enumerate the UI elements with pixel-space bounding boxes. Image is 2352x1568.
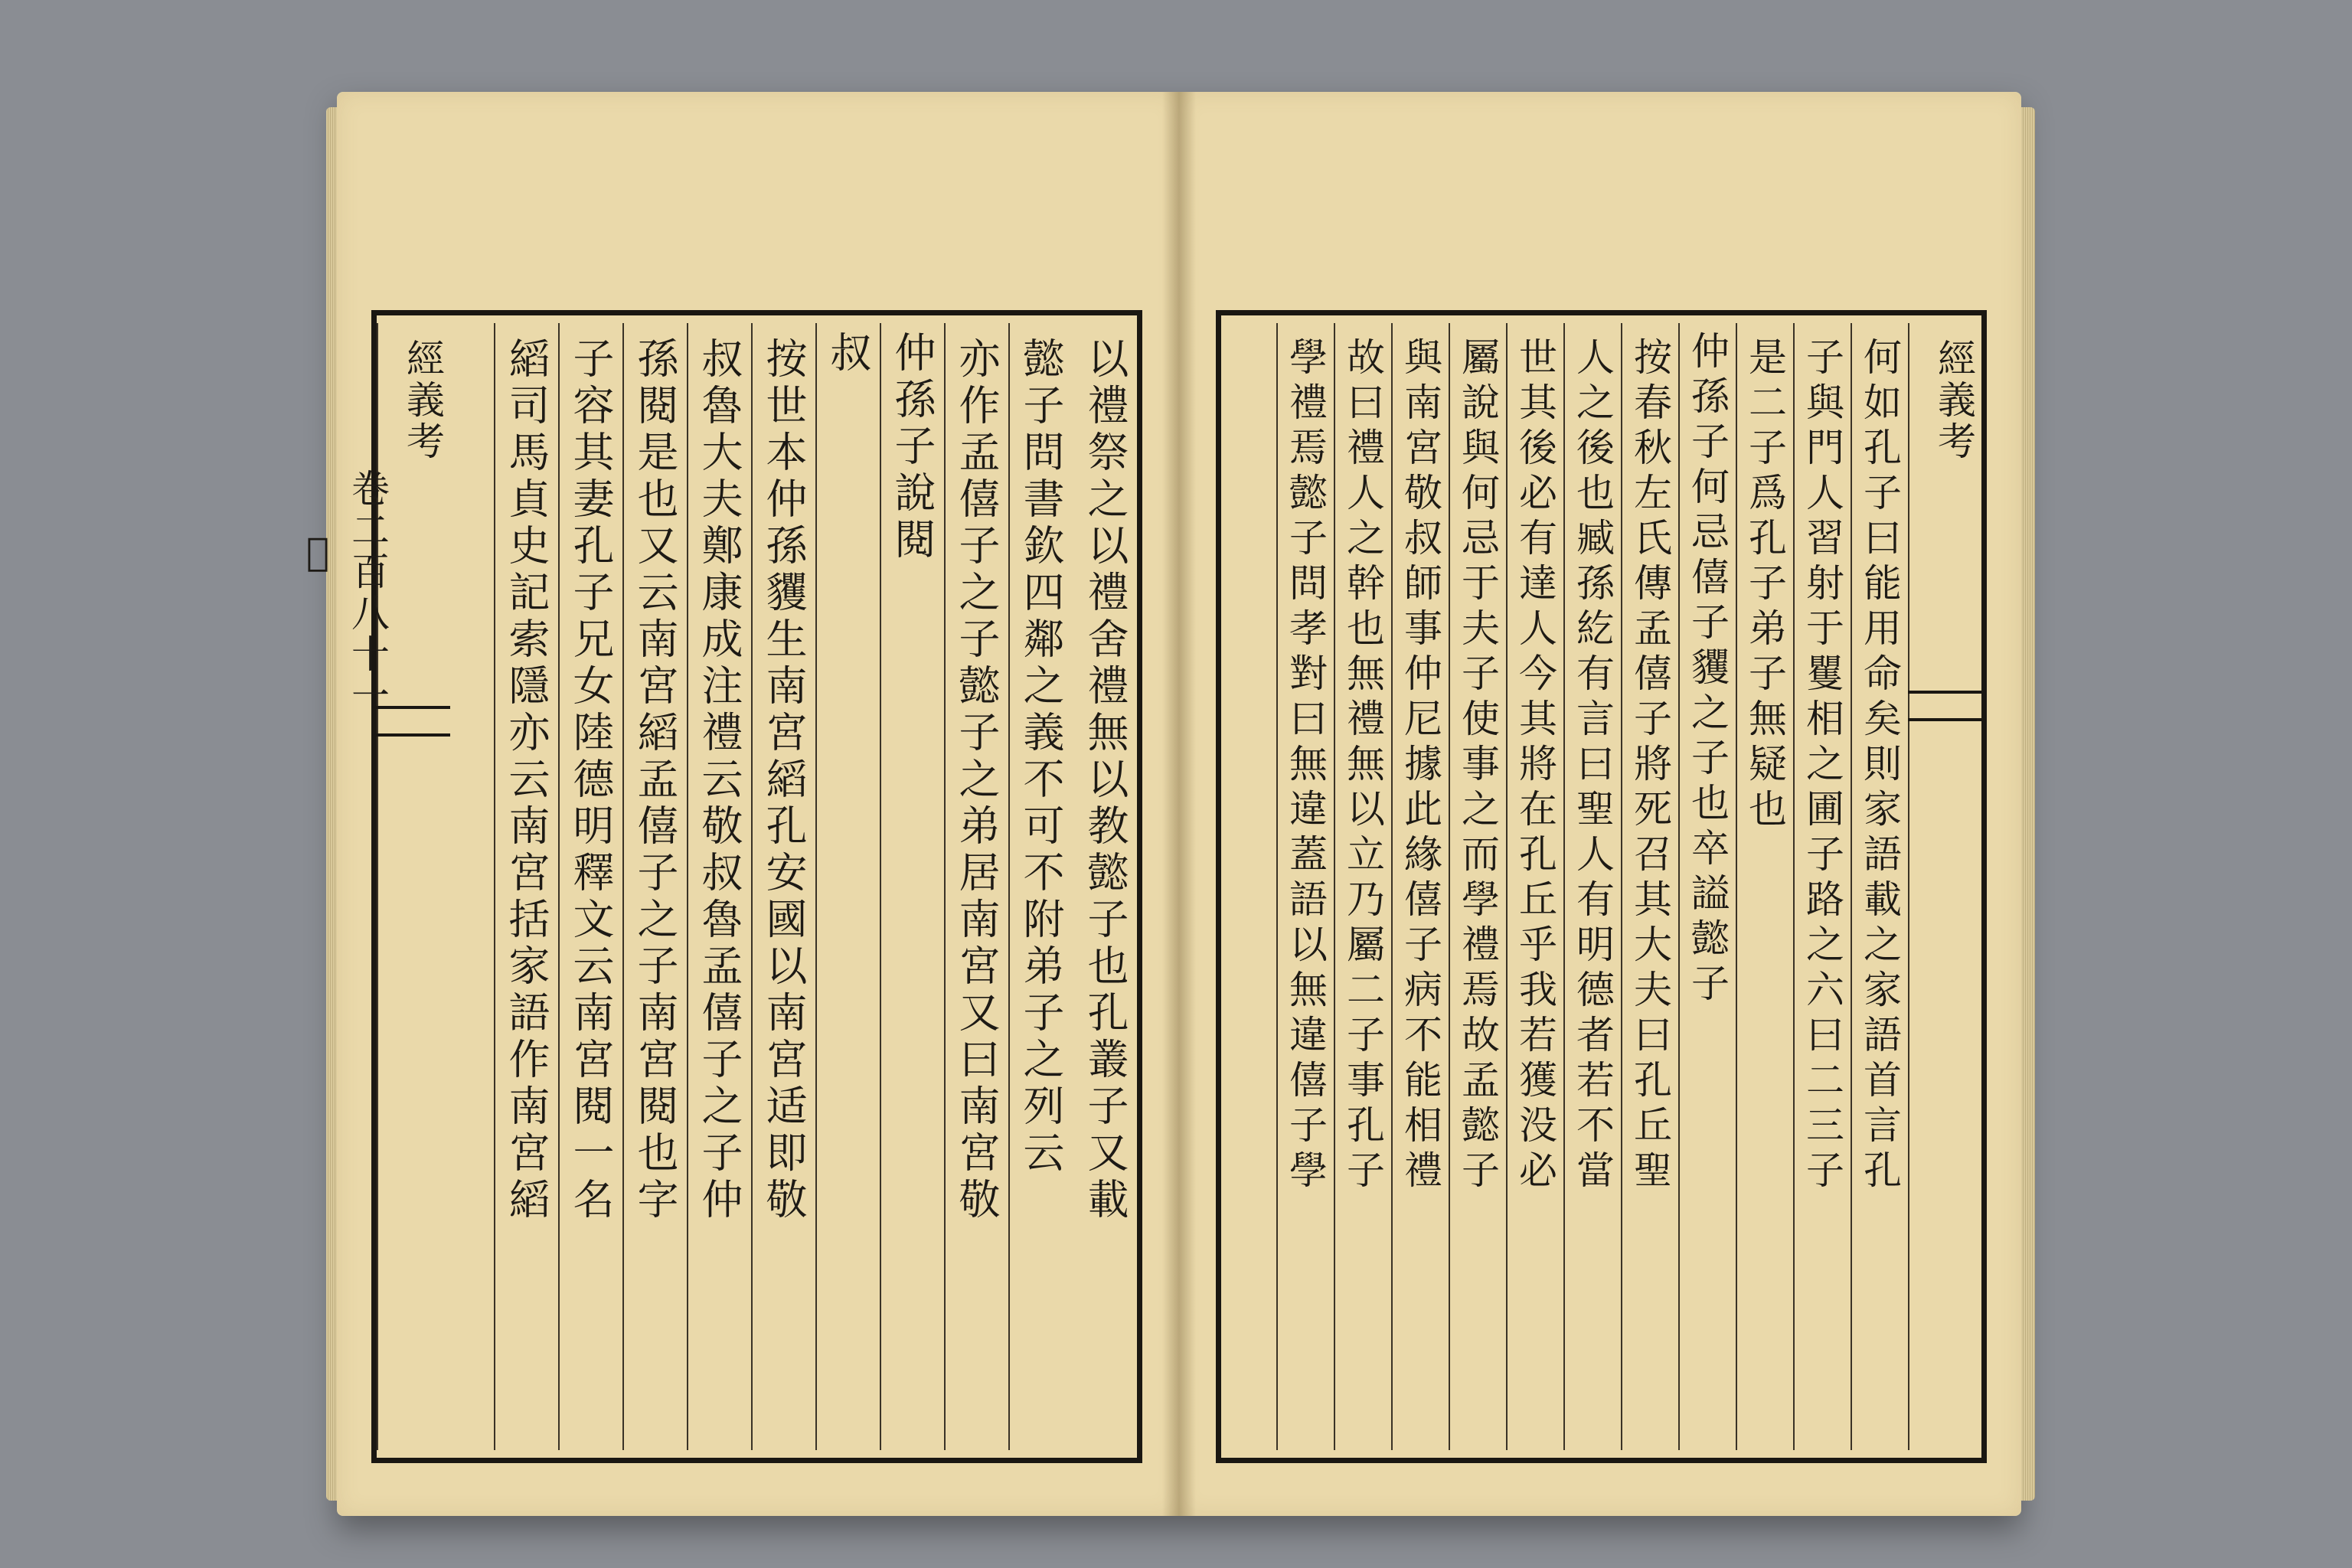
heading-column-tail: 叔 xyxy=(815,323,880,1450)
right-margin-title: 經義考 xyxy=(1932,338,1976,462)
left-margin-strip xyxy=(296,323,450,1450)
right-fish-tail-mark xyxy=(1908,691,1981,721)
text-column: 與南宮敬叔師事仲尼據此緣僖子病不能相禮 xyxy=(1391,323,1449,1450)
text-column: 子容其妻孔子兄女陸德明釋文云南宮閱一名 xyxy=(558,323,622,1450)
left-margin-title: 經義考 xyxy=(400,338,445,462)
text-column: 是二子爲孔子弟子無疑也 xyxy=(1736,323,1793,1450)
text-column: 按世本仲孫貜生南宮縚孔安國以南宮适即敬 xyxy=(751,323,815,1450)
left-page-frame xyxy=(296,310,1142,1463)
text-column: 以禮祭之以禮舍禮無以教懿子也孔叢子又載 xyxy=(1081,337,1129,1224)
text-column: 學禮焉懿子問孝對曰無違蓋語以無違僖子學 xyxy=(1276,323,1334,1450)
text-column: 子與門人習射于矍相之圃子路之六曰二三子 xyxy=(1793,323,1851,1450)
heading-column: 仲孫子說閱 xyxy=(880,323,944,1450)
left-fish-tail-mark xyxy=(377,706,450,737)
heading-column: 仲孫子何忌僖子貜之子也卒謚懿子 xyxy=(1678,323,1736,1450)
text-column: 縚司馬貞史記索隱亦云南宮括家語作南宮縚 xyxy=(494,323,558,1450)
left-page xyxy=(296,92,1179,1516)
text-column: 懿子問書欽四鄰之義不可不附弟子之列云 xyxy=(1008,323,1073,1450)
text-column: 叔魯大夫鄭康成注禮云敬叔魯孟僖子之子仲 xyxy=(687,323,751,1450)
book-gutter xyxy=(1162,92,1196,1516)
right-margin-strip xyxy=(1908,323,1981,1450)
text-column: 世其後必有達人今其將在孔丘乎我若獲没必 xyxy=(1506,323,1563,1450)
right-page xyxy=(1179,92,2021,1516)
text-column: 按春秋左氏傳孟僖子將死召其大夫曰孔丘聖 xyxy=(1621,323,1678,1450)
text-column: 屬說與何忌于夫子使事之而學禮焉故孟懿子 xyxy=(1449,323,1506,1450)
text-column: 亦作孟僖子之子懿子之弟居南宮又曰南宮敬 xyxy=(944,323,1008,1450)
text-column: 故曰禮人之幹也無禮無以立乃屬二子事孔子 xyxy=(1334,323,1391,1450)
left-text-block xyxy=(296,323,1137,1450)
text-column: 何如孔子曰能用命矣則家語載之家語首言孔 xyxy=(1851,323,1908,1450)
text-column: 孫閱是也又云南宮縚孟僖子之子南宮閱也字 xyxy=(622,323,687,1450)
text-column: 人之後也臧孫紇有言曰聖人有明德者若不當 xyxy=(1563,323,1621,1450)
open-book xyxy=(296,92,2021,1516)
right-fore-edge xyxy=(2021,107,2035,1501)
left-margin-volume: 卷二百八十一 xyxy=(345,469,390,717)
right-page-frame xyxy=(1216,310,1987,1463)
left-margin-folio: 𠕀 xyxy=(296,530,340,577)
right-text-block xyxy=(1221,323,1981,1450)
